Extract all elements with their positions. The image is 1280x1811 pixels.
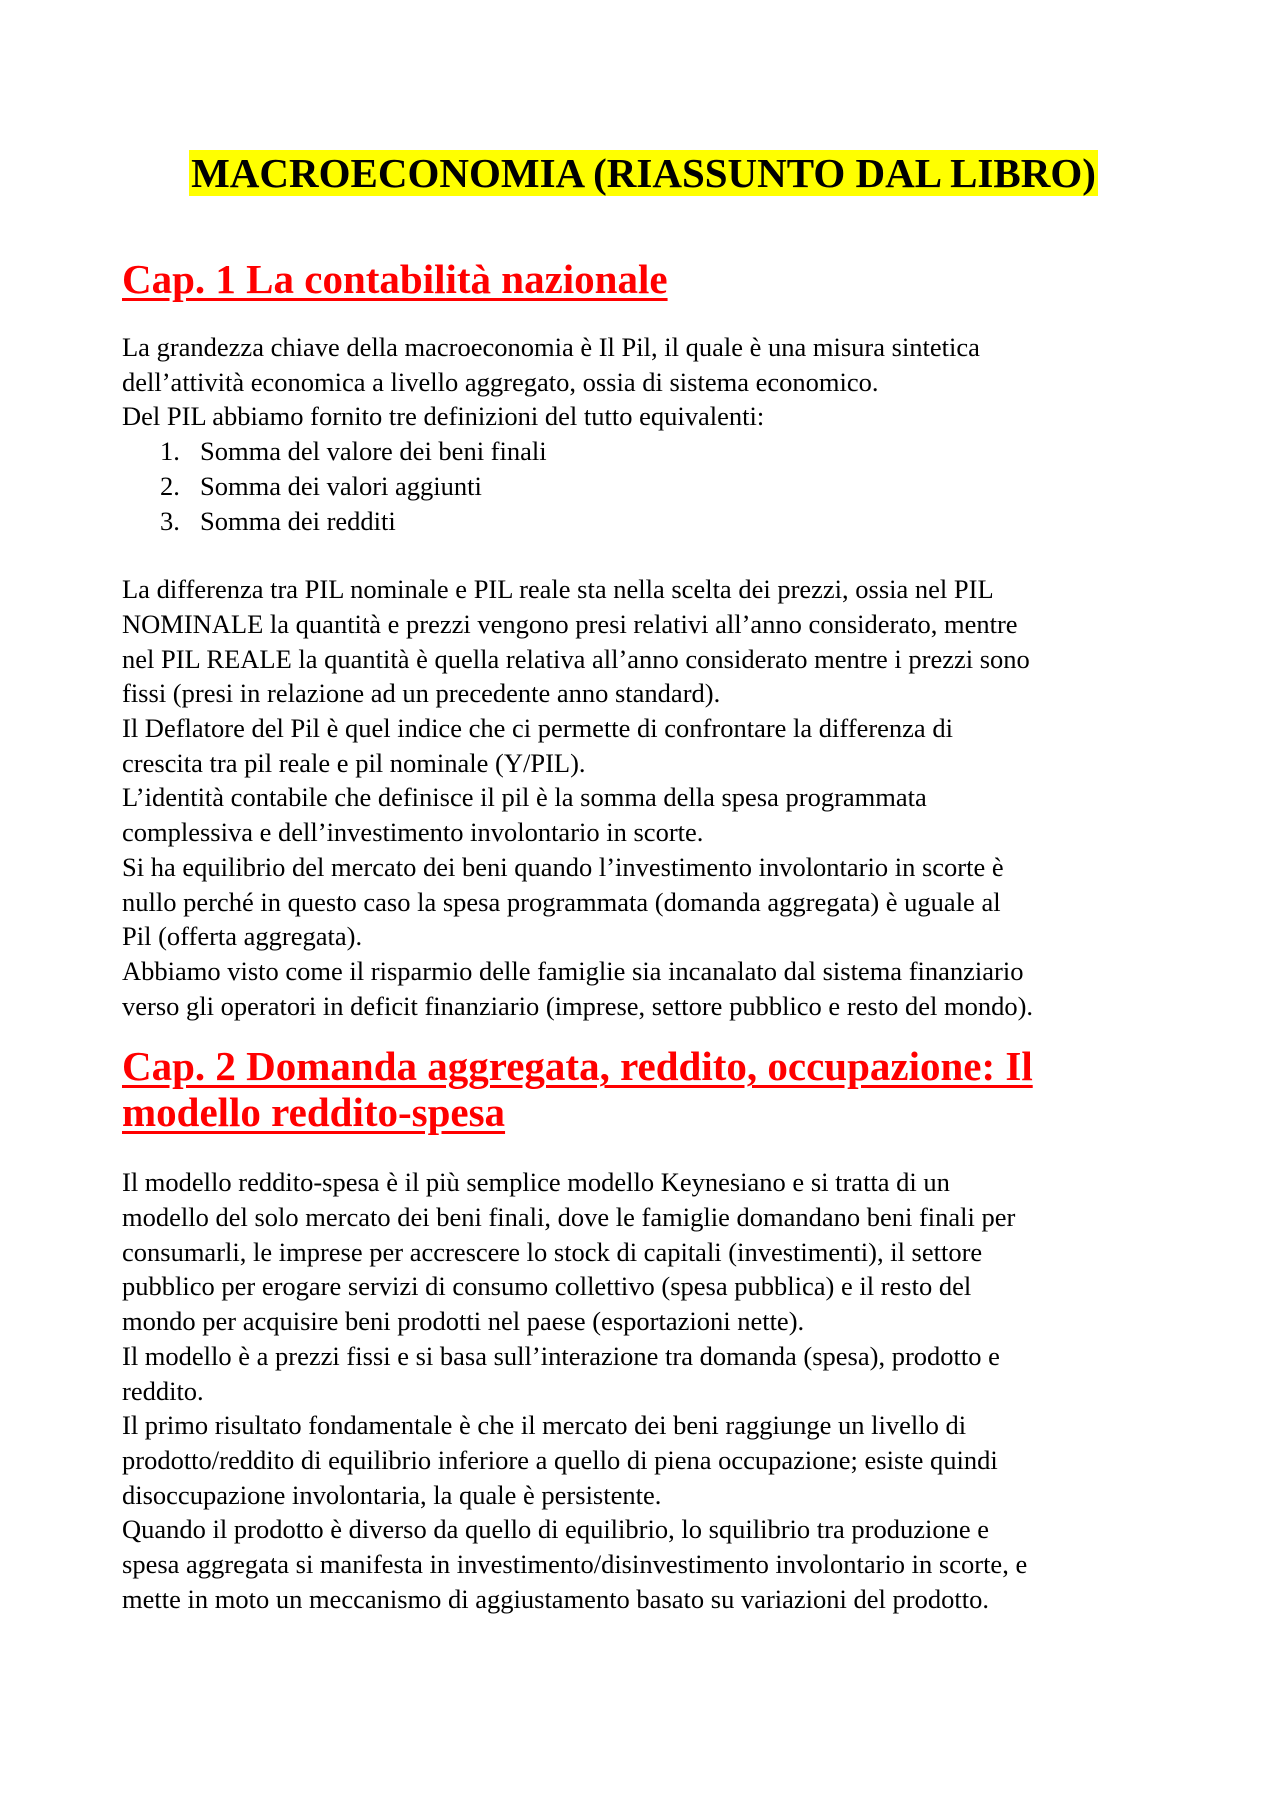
text-line: modello del solo mercato dei beni finali, dove le famiglie domandano beni finali per	[122, 1202, 1016, 1233]
chapter-1-heading: Cap. 1 La contabilità nazionale	[122, 256, 668, 302]
text-line: Il modello è a prezzi fissi e si basa sull’interazione tra domanda (spesa), prodotto e	[122, 1340, 1000, 1371]
chapter-2-heading-line: Cap. 2 Domanda aggregata, reddito, occupazione: Il	[122, 1043, 1033, 1090]
list-number: 1.	[160, 436, 180, 467]
document-title	[122, 148, 1165, 198]
text-line: L’identità contabile che definisce il pil è la somma della spesa programmata	[122, 782, 927, 813]
text-line: Pil (offerta aggregata).	[122, 921, 363, 952]
pil-definitions-list	[122, 434, 1165, 538]
list-number: 3.	[160, 505, 180, 536]
list-item	[160, 504, 1165, 539]
chapter-1-body	[122, 572, 1165, 1023]
text-line: mette in moto un meccanismo di aggiustamento basato su variazioni del prodotto.	[122, 1583, 989, 1614]
text-line: spesa aggregata si manifesta in investimento/disinvestimento involontario in scorte, e	[122, 1549, 1028, 1580]
chapter-1-intro	[122, 330, 1165, 434]
list-item	[160, 434, 1165, 469]
text-line: mondo per acquisire beni prodotti nel paese (esportazioni nette).	[122, 1306, 805, 1337]
text-line: Del PIL abbiamo fornito tre definizioni del tutto equivalenti:	[122, 401, 765, 432]
text-line: prodotto/reddito di equilibrio inferiore a quello di piena occupazione; esiste quindi	[122, 1444, 998, 1475]
chapter-2-body	[122, 1165, 1165, 1616]
text-line: Abbiamo visto come il risparmio delle famiglie sia incanalato dal sistema finanziario	[122, 955, 1024, 986]
list-item-text: Somma del valore dei beni finali	[200, 436, 547, 467]
text-line: nel PIL REALE la quantità è quella relativa all’anno considerato mentre i prezzi sono	[122, 643, 1030, 674]
text-line: pubblico per erogare servizi di consumo collettivo (spesa pubblica) e il resto del	[122, 1271, 972, 1302]
chapter-2-heading	[122, 1043, 1165, 1135]
document-title-highlight: MACROECONOMIA (RIASSUNTO DAL LIBRO)	[191, 150, 1096, 196]
text-line: Il primo risultato fondamentale è che il mercato dei beni raggiunge un livello di	[122, 1410, 967, 1441]
text-line: verso gli operatori in deficit finanziario (imprese, settore pubblico e resto del mondo).	[122, 990, 1034, 1021]
text-line: La grandezza chiave della macroeconomia è Il Pil, il quale è una misura sintetica	[122, 332, 980, 362]
text-line: crescita tra pil reale e pil nominale (Y/PIL).	[122, 747, 586, 778]
text-line: nullo perché in questo caso la spesa programmata (domanda aggregata) è uguale al	[122, 886, 1001, 917]
text-line: consumarli, le imprese per accrescere lo stock di capitali (investimenti), il settore	[122, 1236, 983, 1267]
text-line: NOMINALE la quantità e prezzi vengono presi relativi all’anno considerato, mentre	[122, 608, 1018, 639]
list-number: 2.	[160, 470, 180, 501]
text-line: fissi (presi in relazione ad un precedente anno standard).	[122, 678, 721, 709]
text-line: Il modello reddito-spesa è il più semplice modello Keynesiano e si tratta di un	[122, 1167, 950, 1198]
text-line: Si ha equilibrio del mercato dei beni quando l’investimento involontario in scorte è	[122, 851, 1004, 882]
text-line: Quando il prodotto è diverso da quello di equilibrio, lo squilibrio tra produzione e	[122, 1514, 989, 1545]
text-line: Il Deflatore del Pil è quel indice che ci permette di confrontare la differenza di	[122, 713, 953, 744]
text-line: La differenza tra PIL nominale e PIL reale sta nella scelta dei prezzi, ossia nel PIL	[122, 574, 994, 605]
text-line: complessiva e dell’investimento involontario in scorte.	[122, 817, 704, 848]
chapter-2-heading-line: modello reddito-spesa	[122, 1089, 506, 1136]
text-line: dell’attività economica a livello aggregato, ossia di sistema economico.	[122, 366, 879, 397]
list-item-text: Somma dei valori aggiunti	[200, 470, 482, 501]
text-line: disoccupazione involontaria, la quale è persistente.	[122, 1479, 662, 1510]
list-item-text: Somma dei redditi	[200, 505, 396, 536]
text-line: reddito.	[122, 1375, 204, 1406]
list-item	[160, 469, 1165, 504]
